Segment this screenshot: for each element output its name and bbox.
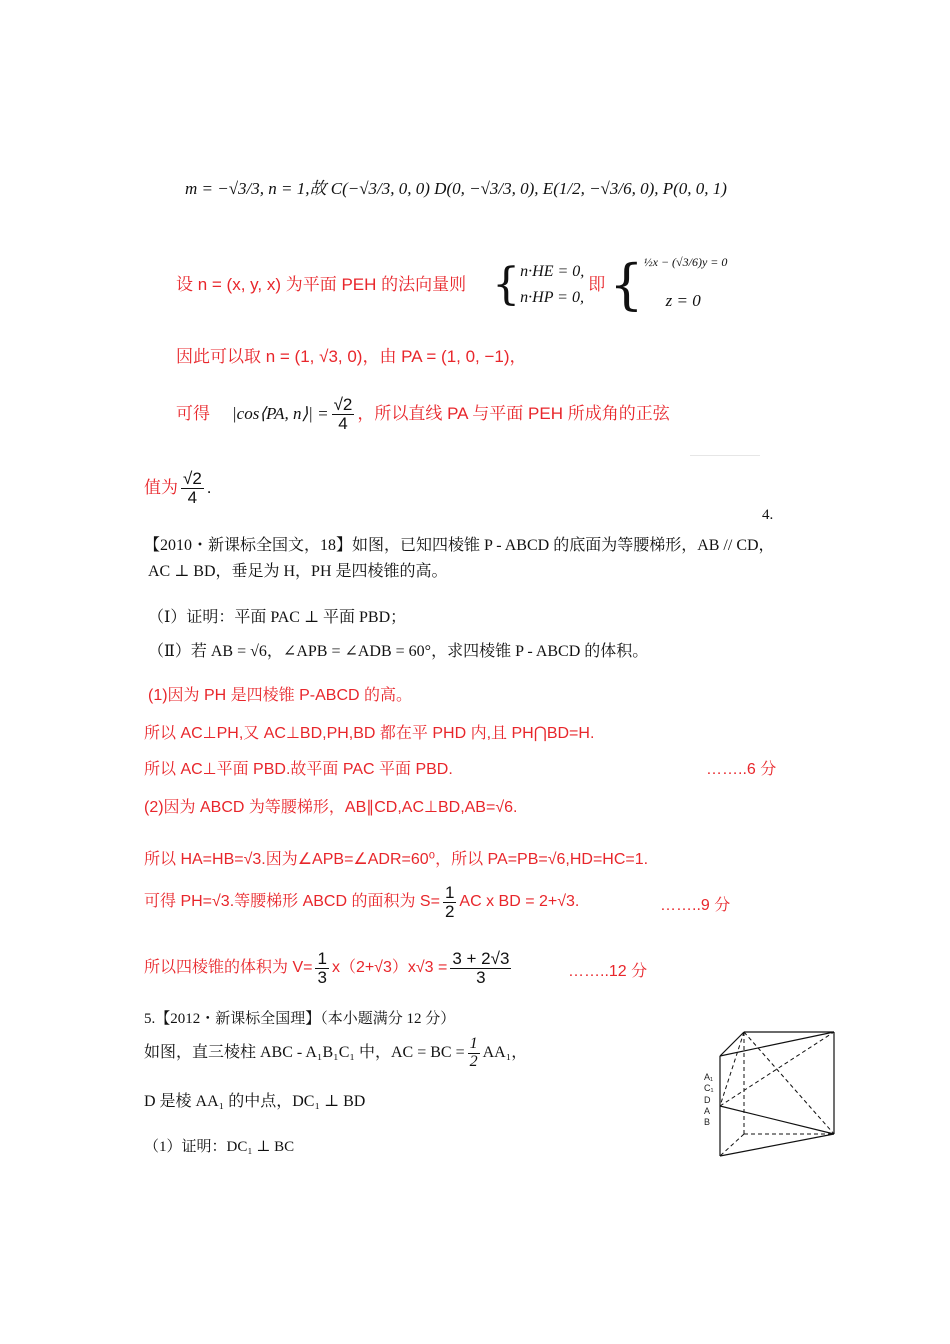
sol4-line6-den: 2 [444,901,455,921]
sol4-line7-b: x（2+√3）x√3 = [331,958,448,976]
sol4-line7-den1: 3 [317,967,327,987]
value-fraction [181,470,204,507]
sol4-line7-fraction2 [450,950,511,987]
system1-eq1: n·HE = 0, [520,263,585,281]
normal-vector-line [176,250,727,320]
cos-frac-num: √2 [333,395,353,414]
figure-label-d: D [704,1094,711,1105]
sol4-line3: 所以 AC⊥平面 PBD.故平面 PAC 平面 PBD. [144,761,453,778]
cos-fraction [332,396,355,433]
cos-lead: 可得 [176,404,210,424]
cos-expr: |cos⟨PA, n⟩| = [232,404,329,424]
q5-line2-b: AA₁， [482,1043,528,1061]
value-frac-den: 4 [187,487,198,507]
sol4-line4: (2)因为 ABCD 为等腰梯形，AB∥CD,AC⊥BD,AB=√6. [144,799,518,816]
q5-frac-den: 2 [469,1052,478,1070]
sol4-line7-num1: 1 [317,949,327,968]
faint-rule [690,455,760,456]
left-brace-icon: { [609,253,644,316]
q5-frac-num: 1 [469,1035,478,1052]
value-lead: 值为 [144,478,178,498]
sol4-line7-fraction1 [315,950,328,987]
sol4-line6 [144,884,579,921]
take-n-line: 因此可以取 n = (1, √3, 0)，由 PA = (1, 0, −1)， [176,347,527,366]
sol4-line1: (1)因为 PH 是四棱锥 P-ABCD 的高。 [148,687,413,704]
cos-line [176,396,670,433]
cos-tail: ，所以直线 PA 与平面 PEH 所成角的正弦 [357,404,670,424]
coords-line: m = −√3/3, n = 1,故 C(−√3/3, 0, 0) D(0, −√3/3, 0), E(1/2, −√3/6, 0), P(0, 0, 1) [185,179,727,198]
system-2 [609,247,727,322]
problem-number: 4. [762,507,774,523]
sol4-line6-b: AC x BD = 2+√3. [459,892,580,910]
system-1 [492,259,584,310]
system2-eq2: z = 0 [665,290,701,310]
figure-label-c1: C₁ [704,1083,714,1094]
sol4-line6-fraction [443,884,456,921]
normal-lead: 设 n = (x, y, x) 为平面 PEH 的法向量则 [176,274,467,294]
value-line [144,470,212,507]
prism-drawing [702,1026,852,1158]
sol4-score-6: ……..6 分 [706,761,777,778]
q5-line2-a: 如图，直三棱柱 ABC - A₁B₁C₁ 中，AC = BC = [144,1043,465,1061]
system2-eq1: ½x − (√3/6)y = 0 [643,255,728,270]
sol4-score-12: ……..12 分 [568,963,648,980]
value-tail: . [206,478,212,498]
q4-part1: （Ⅰ）证明：平面 PAC ⊥ 平面 PBD； [148,609,407,626]
q5-line2 [144,1036,527,1071]
sol4-score-9: ……..9 分 [660,897,731,914]
q5-part1: （1）证明：DC₁ ⊥ BC [144,1139,295,1155]
sol4-line2: 所以 AC⊥PH,又 AC⊥BD,PH,BD 都在平 PHD 内,且 PH⋂BD=H. [144,725,595,742]
q4-header: 【2010・新课标全国文，18】如图，已知四棱锥 P - ABCD 的底面为等腰梯形，AB // CD， [144,537,775,554]
value-frac-num: √2 [183,469,202,488]
prism-figure [702,1026,852,1158]
sol4-line7-den2: 3 [476,967,486,987]
system1-eq2: n·HP = 0, [520,289,584,306]
sol4-line6-num: 1 [444,883,455,902]
sol4-line5: 所以 HA=HB=√3.因为∠APB=∠ADR=60⁰，所以 PA=PB=√6,HD=HC=1. [144,851,649,868]
ji-word: 即 [588,274,606,294]
sol4-line6-a: 可得 PH=√3.等腰梯形 ABCD 的面积为 S= [144,892,440,910]
q5-header: 5.【2012・新课标全国理】（本小题满分 12 分） [144,1011,456,1027]
figure-label-b: B [704,1117,711,1127]
figure-label-a: A [704,1105,711,1116]
q5-line3: D 是棱 AA₁ 的中点，DC₁ ⊥ BD [144,1093,366,1110]
q5-fraction [468,1036,480,1071]
left-brace-icon: { [492,259,521,310]
sol4-line7-a: 所以四棱锥的体积为 V= [144,958,313,976]
q4-part2: （Ⅱ）若 AB = √6，∠APB = ∠ADB = 60°，求四棱锥 P - ABCD 的体积。 [148,643,649,660]
sol4-line7 [144,950,514,987]
sol4-line7-num2: 3 + 2√3 [452,949,510,968]
figure-label-a1: A₁ [704,1072,714,1082]
cos-frac-den: 4 [338,413,348,433]
q4-line2: AC ⊥ BD，垂足为 H，PH 是四棱锥的高。 [148,563,448,580]
